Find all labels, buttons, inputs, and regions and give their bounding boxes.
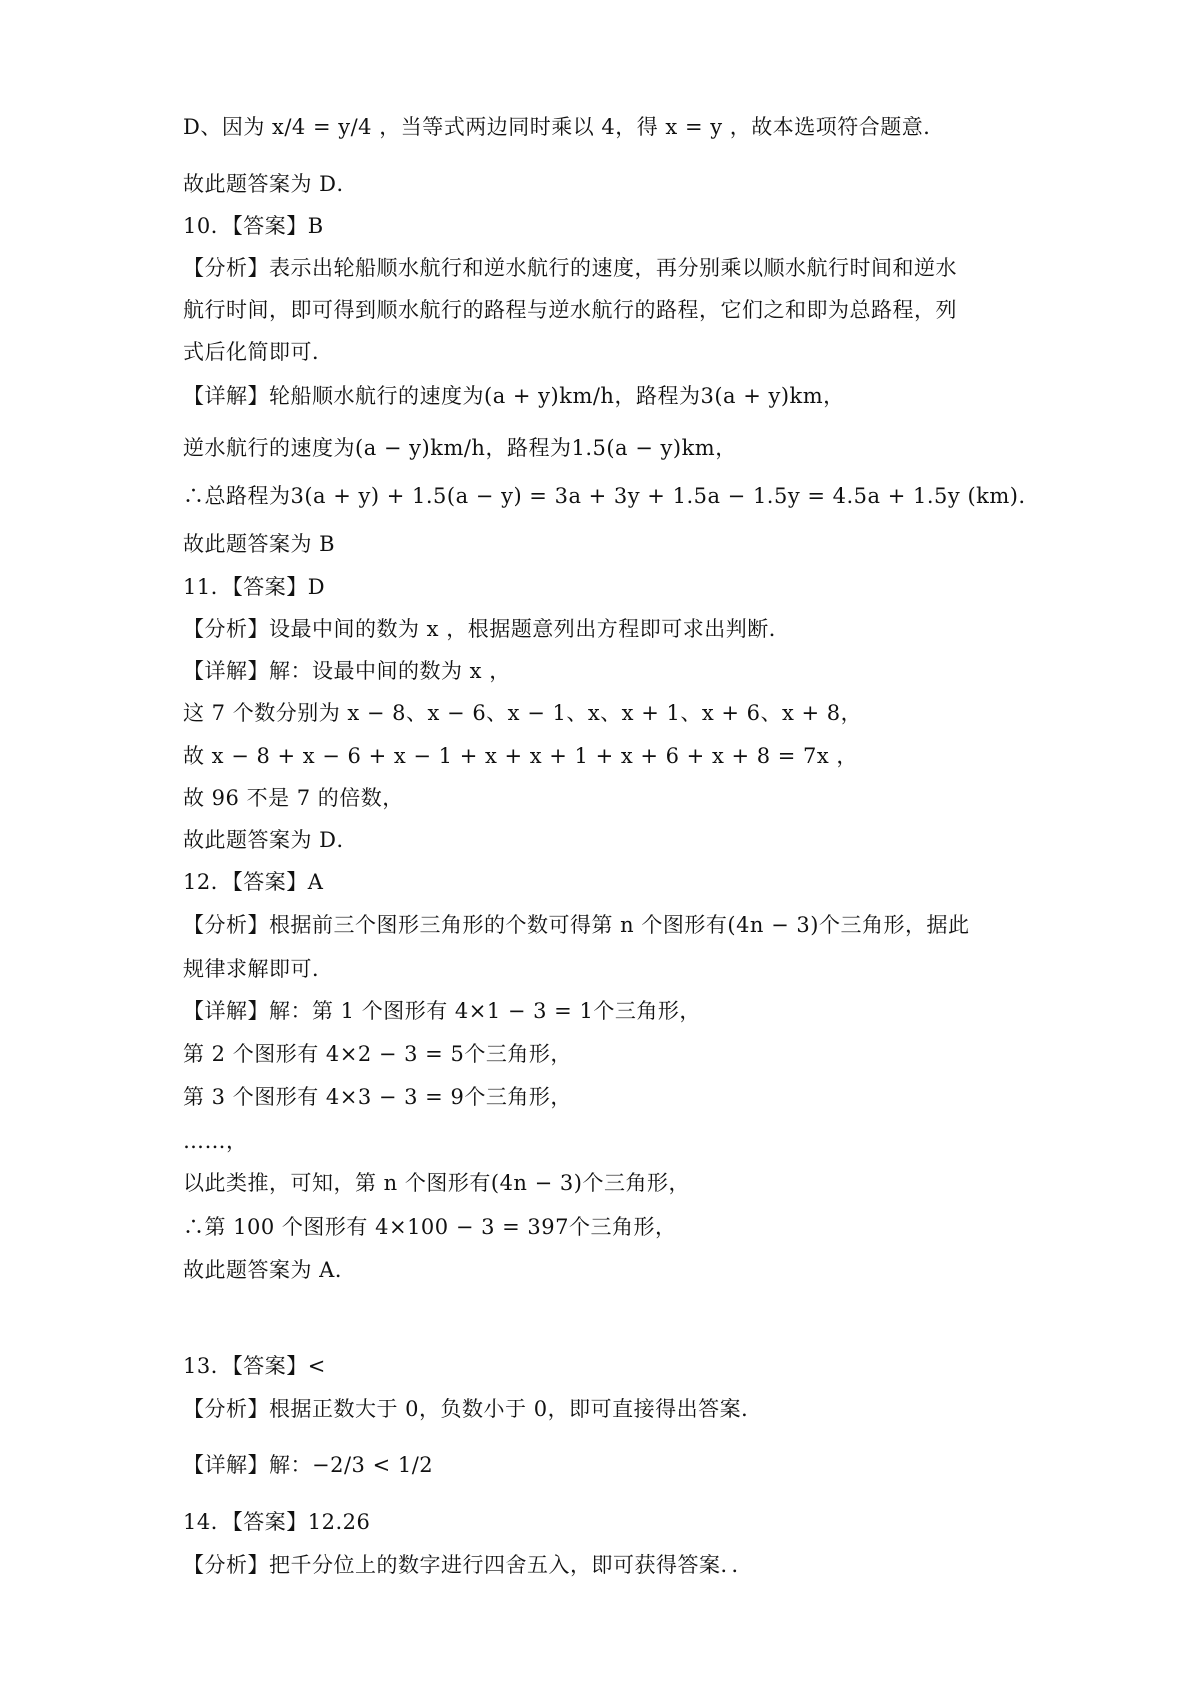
line-option-d: D、因为 x/4 = y/4 ，当等式两边同时乘以 4，得 x = y ，故本选项符合题意．	[183, 115, 945, 139]
line-q13-analysis: 【分析】根据正数大于 0，负数小于 0，即可直接得出答案．	[183, 1397, 763, 1421]
line-q10-analysis-3: 式后化简即可．	[183, 340, 334, 364]
line-q11-detail-1: 【详解】解：设最中间的数为 x ，	[183, 659, 511, 683]
line-q10-detail-1: 【详解】轮船顺水航行的速度为(a + y)km/h，路程为3(a + y)km，	[183, 384, 845, 408]
line-q11-analysis: 【分析】设最中间的数为 x ，根据题意列出方程即可求出判断．	[183, 617, 791, 641]
line-q12-detail-1: 【详解】解：第 1 个图形有 4×1 − 3 = 1个三角形，	[183, 999, 701, 1023]
line-q12-detail-5: 以此类推，可知，第 n 个图形有(4n − 3)个三角形，	[183, 1171, 690, 1195]
line-q12-analysis-1: 【分析】根据前三个图形三角形的个数可得第 n 个图形有(4n − 3)个三角形，据此	[183, 913, 970, 937]
line-q12-analysis-2: 规律求解即可．	[183, 957, 334, 981]
line-q12-conclusion: 故此题答案为 A．	[183, 1258, 357, 1282]
line-q12-detail-3: 第 3 个图形有 4×3 − 3 = 9个三角形，	[183, 1085, 572, 1109]
line-q12-detail-6: ∴第 100 个图形有 4×100 − 3 = 397个三角形，	[183, 1215, 677, 1239]
line-q10-analysis-2: 航行时间，即可得到顺水航行的路程与逆水航行的路程，它们之和即为总路程，列	[183, 298, 957, 322]
line-q11-detail-2: 这 7 个数分别为 x − 8、x − 6、x − 1、x、x + 1、x + 6、x + 8，	[183, 701, 863, 725]
line-q12-detail-4: ……，	[183, 1129, 248, 1153]
line-q12-answer: 12．【答案】A	[183, 870, 324, 894]
line-q10-conclusion: 故此题答案为 B	[183, 532, 336, 556]
line-q10-answer: 10．【答案】B	[183, 214, 324, 238]
line-q12-detail-2: 第 2 个图形有 4×2 − 3 = 5个三角形，	[183, 1042, 572, 1066]
line-q10-analysis-1: 【分析】表示出轮船顺水航行和逆水航行的速度，再分别乘以顺水航行时间和逆水	[183, 256, 957, 280]
line-q14-answer: 14．【答案】12.26	[183, 1510, 371, 1534]
line-q11-detail-4: 故 96 不是 7 的倍数，	[183, 786, 404, 810]
line-q13-detail: 【详解】解：−2/3 < 1/2	[183, 1453, 434, 1477]
line-q10-detail-3: ∴总路程为3(a + y) + 1.5(a − y) = 3a + 3y + 1.5a − 1.5y = 4.5a + 1.5y (km)．	[183, 484, 1040, 508]
line-q11-detail-3: 故 x − 8 + x − 6 + x − 1 + x + x + 1 + x + 6 + x + 8 = 7x ，	[183, 744, 858, 768]
line-q11-conclusion: 故此题答案为 D．	[183, 828, 359, 852]
line-q11-answer: 11．【答案】D	[183, 575, 326, 599]
line-q10-detail-2: 逆水航行的速度为(a − y)km/h，路程为1.5(a − y)km，	[183, 436, 737, 460]
line-answer-d: 故此题答案为 D．	[183, 172, 359, 196]
line-q13-answer: 13．【答案】<	[183, 1354, 326, 1378]
line-q14-analysis: 【分析】把千分位上的数字进行四舍五入，即可获得答案．．	[183, 1553, 753, 1577]
